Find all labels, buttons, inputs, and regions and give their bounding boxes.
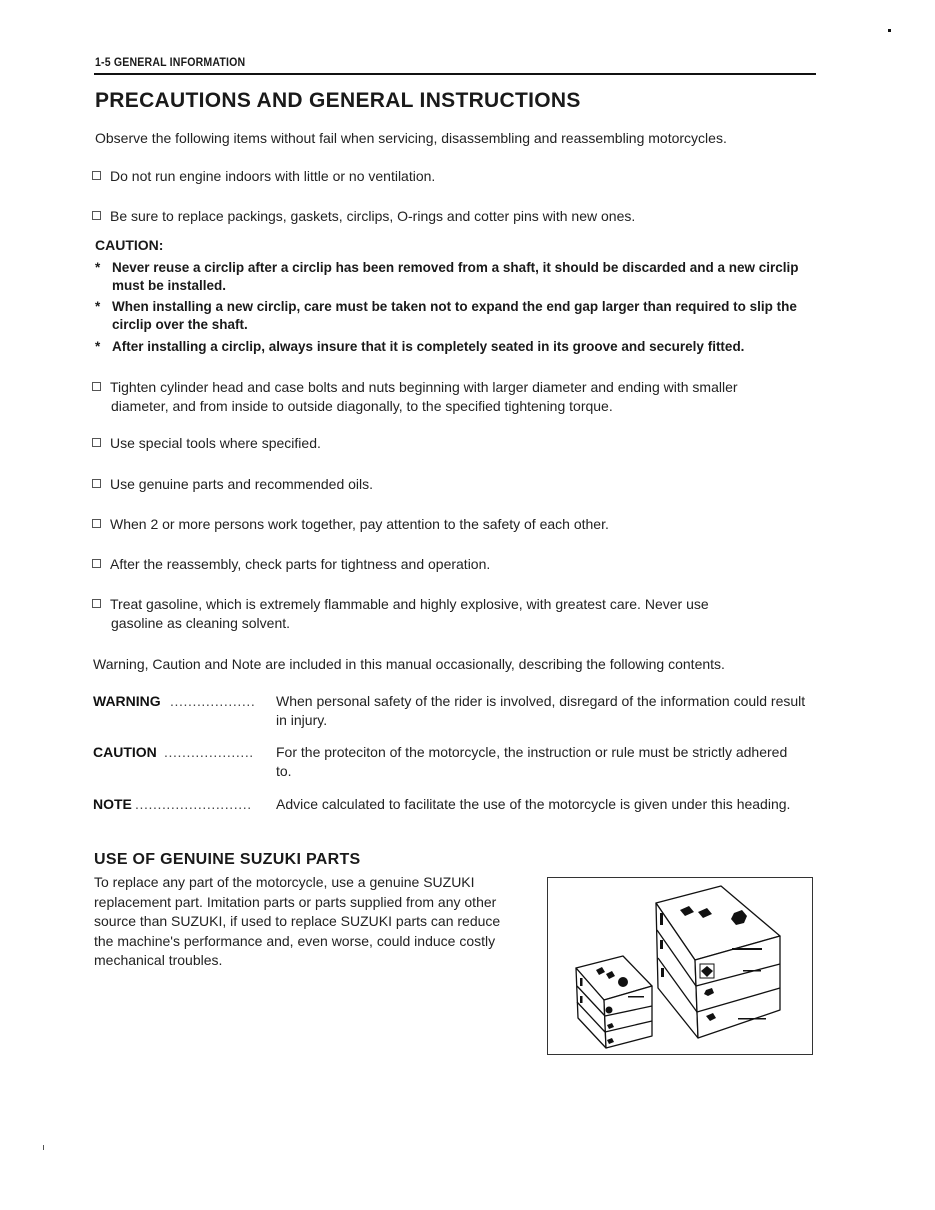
asterisk-icon: * — [95, 260, 101, 275]
scan-speck — [888, 29, 891, 32]
parts-boxes-icon — [548, 878, 812, 1054]
term-note: NOTE .......................... Advice calculated to facilitate the use of the motorcycle is given under this heading. — [93, 796, 791, 812]
list-item: After the reassembly, check parts for tightness and operation. — [92, 555, 817, 574]
caution-item: * When installing a new circlip, care must be taken not to expand the end gap larger than required to slip the circlip over the shaft. — [95, 299, 797, 332]
checkbox-bullet-icon — [92, 559, 101, 568]
list-item: Use genuine parts and recommended oils. — [92, 475, 817, 494]
scan-speck — [43, 1145, 44, 1150]
list-item: Use special tools where specified. — [92, 434, 817, 453]
notice-intro: Warning, Caution and Note are included in this manual occasionally, describing the following contents. — [93, 656, 725, 672]
checkbox-bullet-icon — [92, 519, 101, 528]
asterisk-icon: * — [95, 299, 101, 314]
checkbox-bullet-icon — [92, 211, 101, 220]
checkbox-bullet-icon — [92, 438, 101, 447]
list-item: When 2 or more persons work together, pay attention to the safety of each other. — [92, 515, 817, 534]
list-item: Do not run engine indoors with little or no ventilation. — [92, 167, 817, 186]
list-item: Be sure to replace packings, gaskets, circlips, O-rings and cotter pins with new ones. — [92, 207, 817, 226]
page-title: PRECAUTIONS AND GENERAL INSTRUCTIONS — [95, 89, 581, 112]
checkbox-bullet-icon — [92, 479, 101, 488]
list-item: Tighten cylinder head and case bolts and nuts beginning with larger diameter and ending with smaller diameter, and from inside to outside diagonally, to the specified tightening torque. — [92, 378, 817, 416]
asterisk-icon: * — [95, 339, 101, 354]
section-header: 1-5 GENERAL INFORMATION — [95, 55, 246, 69]
intro-paragraph: Observe the following items without fail when servicing, disassembling and reassembling motorcycles. — [95, 130, 727, 146]
term-warning: WARNING ................... When personal safety of the rider is involved, disregard of the information could result in injury. — [93, 693, 806, 728]
genuine-parts-paragraph: To replace any part of the motorcycle, use a genuine SUZUKI replacement part. Imitation parts or parts supplied from any other source than SUZUKI, if used to replace SUZUKI parts can reduce the machine's performance and, even worse, could induce costly mechanical troubles. — [94, 874, 501, 968]
caution-heading: CAUTION: — [95, 237, 164, 253]
header-rule — [94, 73, 816, 75]
parts-boxes-illustration — [547, 877, 813, 1055]
section-title: USE OF GENUINE SUZUKI PARTS — [94, 851, 361, 868]
caution-item: * After installing a circlip, always insure that it is completely seated in its groove and securely fitted. — [95, 339, 745, 354]
term-caution: CAUTION .................... For the proteciton of the motorcycle, the instruction or rule must be strictly adhered to. — [93, 744, 788, 779]
checkbox-bullet-icon — [92, 599, 101, 608]
checkbox-bullet-icon — [92, 171, 101, 180]
checkbox-bullet-icon — [92, 382, 101, 391]
caution-item: * Never reuse a circlip after a circlip has been removed from a shaft, it should be discarded and a new circlip must be installed. — [95, 260, 799, 293]
list-item: Treat gasoline, which is extremely flammable and highly explosive, with greatest care. Never use gasoline as cleaning solvent. — [92, 595, 817, 633]
